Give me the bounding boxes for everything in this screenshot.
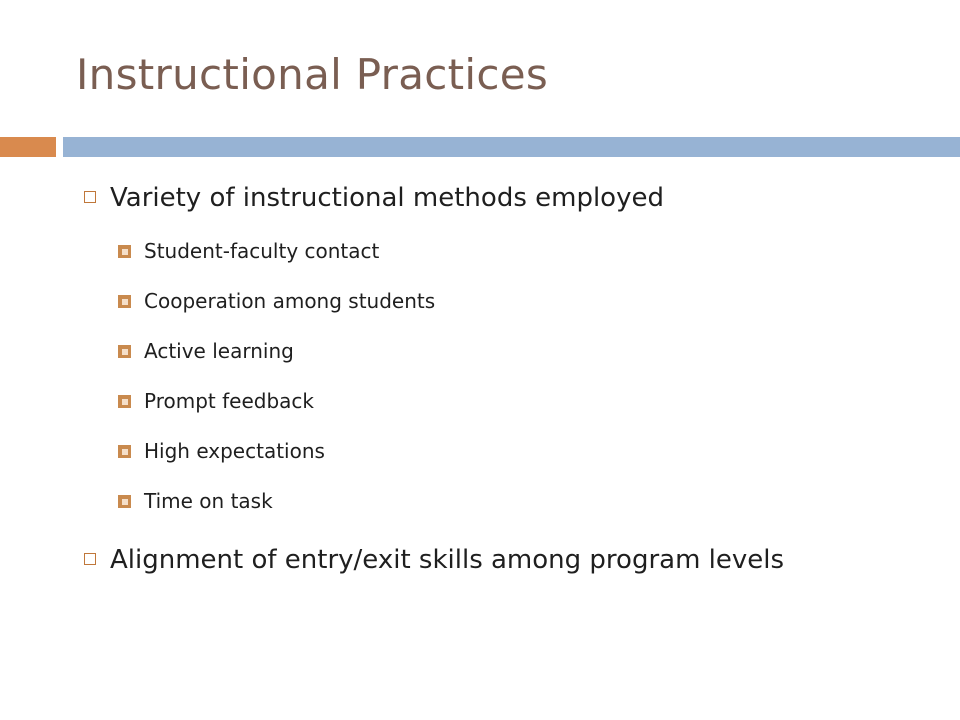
hollow-square-icon xyxy=(84,553,96,565)
accent-bar-orange xyxy=(0,137,56,157)
sub-bullet-text: Cooperation among students xyxy=(144,289,436,313)
sub-bullet-item xyxy=(80,376,940,426)
sub-bullet-item xyxy=(80,226,940,276)
filled-square-icon xyxy=(118,395,131,408)
sub-bullet-item xyxy=(80,276,940,326)
sub-bullet-item xyxy=(80,476,940,526)
sub-bullet-text: High expectations xyxy=(144,439,325,463)
sub-bullet-item xyxy=(80,426,940,476)
filled-square-icon xyxy=(118,245,131,258)
sub-bullet-text: Time on task xyxy=(144,489,273,513)
sub-bullet-text: Active learning xyxy=(144,339,294,363)
bullet-item xyxy=(80,176,940,220)
sub-bullet-text: Student-faculty contact xyxy=(144,239,380,263)
bullet-text: Alignment of entry/exit skills among program levels xyxy=(110,545,785,575)
filled-square-icon xyxy=(118,295,131,308)
sub-bullet-text: Prompt feedback xyxy=(144,389,314,413)
slide-title: Instructional Practices xyxy=(76,50,549,99)
accent-bar-blue xyxy=(63,137,960,157)
filled-square-icon xyxy=(118,495,131,508)
hollow-square-icon xyxy=(84,191,96,203)
filled-square-icon xyxy=(118,445,131,458)
sub-bullet-item xyxy=(80,326,940,376)
bullet-list xyxy=(80,176,940,582)
bullet-text: Variety of instructional methods employed xyxy=(110,183,664,213)
filled-square-icon xyxy=(118,345,131,358)
bullet-item xyxy=(80,538,940,582)
